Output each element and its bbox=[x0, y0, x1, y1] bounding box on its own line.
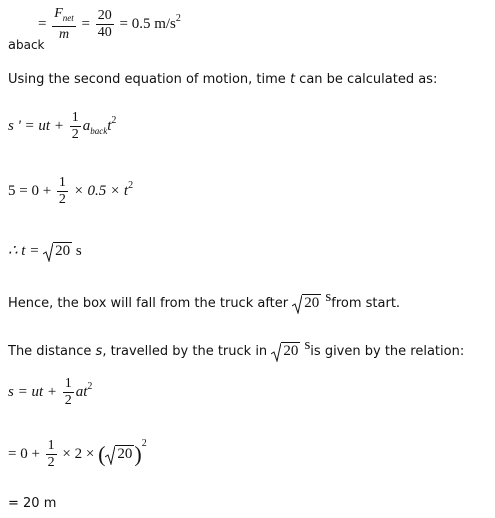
sentence-box-falls: Hence, the box will fall from the truck after 20 sfrom start. bbox=[8, 289, 401, 311]
acceleration-result: = 0.5 m/s bbox=[119, 15, 176, 32]
sentence-distance: The distance s, travelled by the truck in 20 sis given by the relation: bbox=[8, 337, 465, 359]
time-result: ∴ t = 20 s bbox=[8, 241, 82, 262]
distance-equation: s = ut + $\frac{1}{2}$ $at^2$ bbox=[8, 376, 93, 408]
acceleration-equation: = $\frac{F_{net}}{m}$ = $\frac{20}{40}$ = 0.5 $m/s^2$ bbox=[38, 6, 181, 42]
equals-sign: = bbox=[38, 15, 47, 32]
final-answer: = 20 m bbox=[8, 496, 57, 511]
aback-label: aback bbox=[8, 38, 45, 53]
displacement-equation-back: s ' = ut + $\frac{1}{2}$ $a_{back}t^2$ bbox=[8, 110, 117, 142]
force-over-mass-fraction: $\frac{F_{net}}{m}$ bbox=[54, 6, 74, 42]
sqrt-symbol: 20 bbox=[43, 242, 72, 262]
distance-substitution: = 0 + $\frac{1}{2}$ × 2 × ( 20)$^2$ bbox=[8, 438, 147, 471]
substituted-equation: 5 = 0 + $\frac{1}{2}$ × $0.5 \times t^2$ bbox=[8, 175, 134, 207]
numeric-fraction: $\frac{20}{40}$ bbox=[97, 8, 112, 40]
sentence-second-equation: Using the second equation of motion, time t can be calculated as: bbox=[8, 72, 438, 87]
